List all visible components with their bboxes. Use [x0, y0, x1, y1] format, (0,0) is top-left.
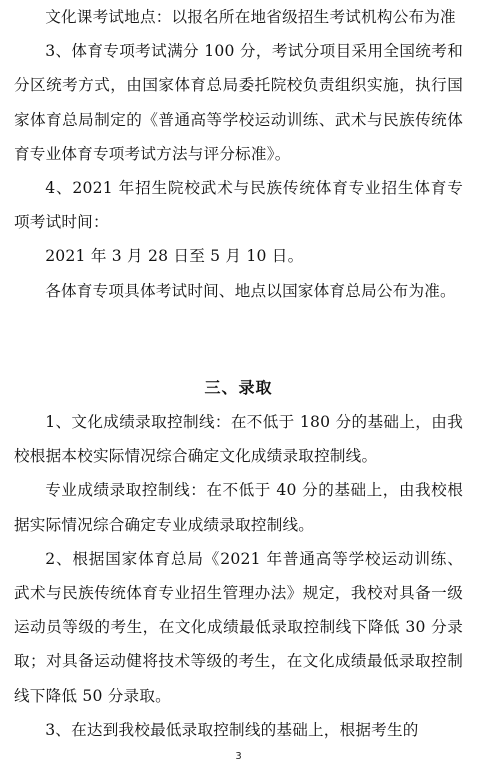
paragraph-exam-announcement: 各体育专项具体考试时间、地点以国家体育总局公布为准。 [45, 281, 456, 300]
paragraph-professional-score-line: 专业成绩录取控制线：在不低于 40 分的基础上，由我校根据实际情况综合确定专业成绩录取控制线。 [14, 481, 463, 534]
page-number: 3 [235, 751, 242, 762]
paragraph-culture-score-line: 1、文化成绩录取控制线：在不低于 180 分的基础上，由我校根据本校实际情况综合确定文化成绩录取控制线。 [14, 413, 463, 466]
section-exam-details [0, 0, 477, 308]
paragraph-sports-exam-score: 3、体育专项考试满分 100 分，考试分项目采用全国统考和分区统考方式，由国家体育总局委托院校负责组织实施，执行国家体育总局制定的《普通高等学校运动训练、武术与民族传统体育专业体育专项考试方法与评分标准》。 [14, 42, 463, 163]
paragraph-exam-dates: 2021 年 3 月 28 日至 5 月 10 日。 [45, 247, 304, 266]
paragraph-exam-time: 4、2021 年招生院校武术与民族传统体育专业招生体育专项考试时间： [14, 179, 463, 232]
section-heading-admission: 三、录取 [204, 378, 273, 397]
paragraph-exam-location: 文化课考试地点：以报名所在地省级招生考试机构公布为准 [45, 8, 456, 26]
paragraph-admission-basis: 3、在达到我校最低录取控制线的基础上，根据考生的 [45, 720, 419, 739]
paragraph-athlete-bonus: 2、根据国家体育总局《2021 年普通高等学校运动训练、武术与民族传统体育专业招生管理办法》规定，我校对具备一级运动员等级的考生，在文化成绩最低录取控制线下降低 30 分录取；对具备运动健将技术等级的考生，在文化成绩最低录取控制线下降低 50 分录取。 [14, 549, 463, 705]
section-admission [0, 405, 477, 747]
